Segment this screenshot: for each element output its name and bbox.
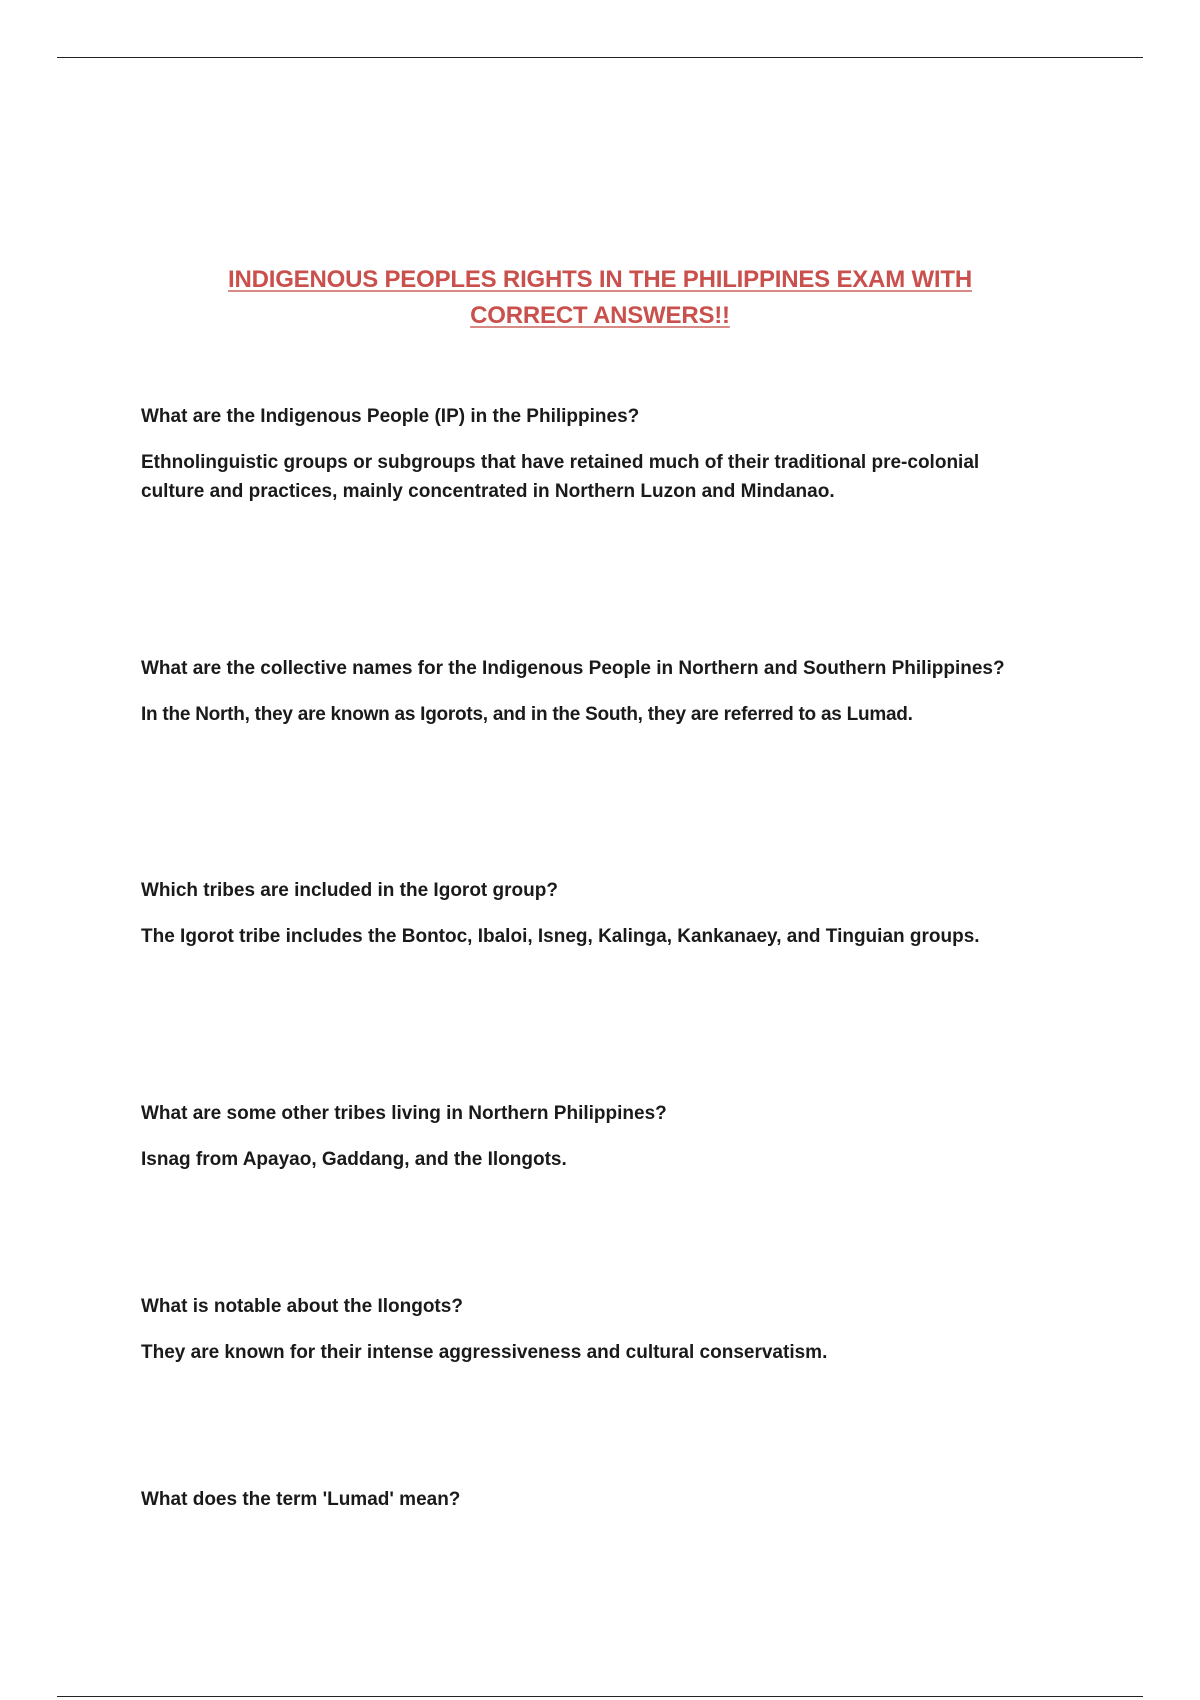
answer-text: In the North, they are known as Igorots, and in the South, they are referred to as Lumad.	[141, 704, 913, 725]
question-text: What are some other tribes living in Northern Philippines?	[141, 1103, 667, 1124]
title-line-1: INDIGENOUS PEOPLES RIGHTS IN THE PHILIPPINES EXAM WITH	[228, 266, 972, 293]
qa-item	[141, 1099, 1081, 1174]
qa-item	[141, 1292, 1081, 1367]
top-rule	[57, 57, 1143, 58]
question-text: What does the term 'Lumad' mean?	[141, 1489, 461, 1510]
answer-text: They are known for their intense aggressiveness and cultural conservatism.	[141, 1342, 828, 1363]
document-title	[110, 262, 1090, 334]
question-text: What are the Indigenous People (IP) in the Philippines?	[141, 406, 640, 427]
question-text: Which tribes are included in the Igorot group?	[141, 880, 558, 901]
answer-text: Ethnolinguistic groups or subgroups that have retained much of their traditional pre-colonial culture and practices, mainly concentrated in Northern Luzon and Mindanao.	[141, 452, 980, 502]
question-text: What is notable about the Ilongots?	[141, 1296, 463, 1317]
qa-item	[141, 876, 1081, 951]
qa-item	[141, 402, 1081, 506]
answer-text: Isnag from Apayao, Gaddang, and the Ilongots.	[141, 1149, 567, 1170]
qa-item	[141, 654, 1081, 729]
question-text: What are the collective names for the Indigenous People in Northern and Southern Philippines?	[141, 658, 1005, 679]
title-line-2: CORRECT ANSWERS!!	[470, 302, 730, 329]
bottom-rule	[57, 1696, 1143, 1697]
answer-text: The Igorot tribe includes the Bontoc, Ibaloi, Isneg, Kalinga, Kankanaey, and Tinguian groups.	[141, 926, 980, 947]
qa-item	[141, 1485, 1081, 1514]
